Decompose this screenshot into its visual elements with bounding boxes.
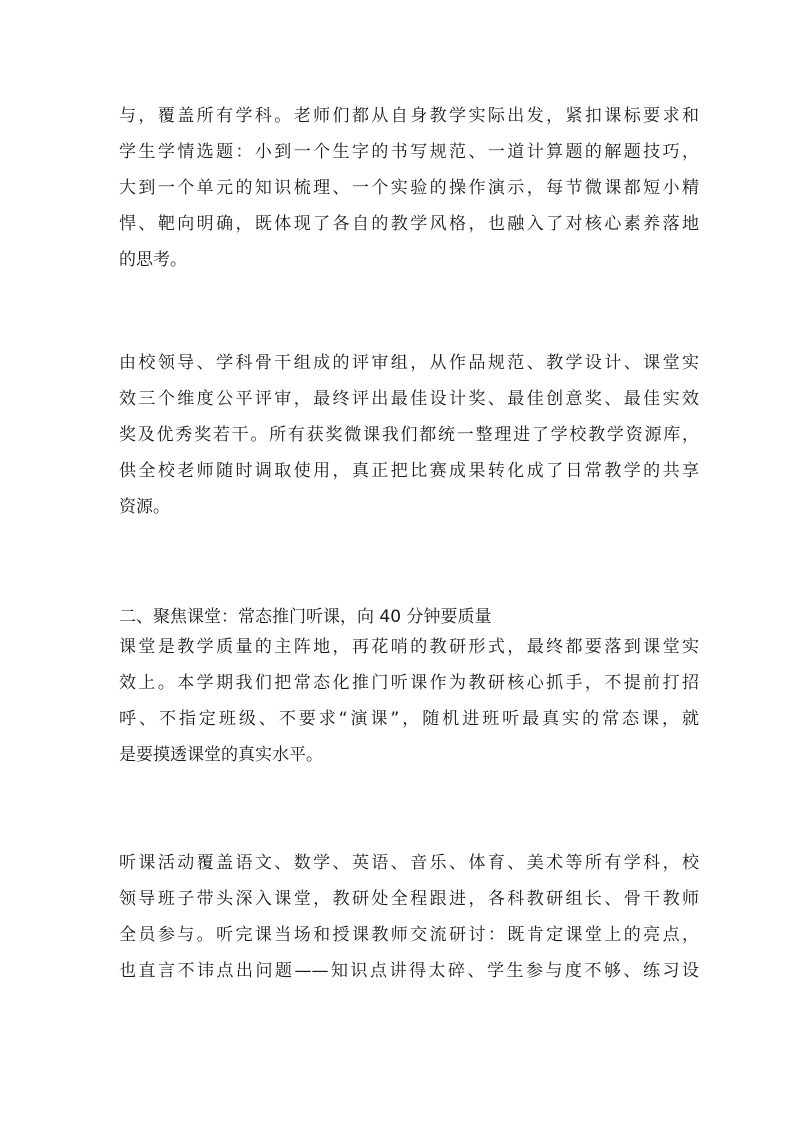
paragraph-classroom-observation xyxy=(119,629,699,773)
text-line: 的思考。 xyxy=(119,250,187,270)
text-line: 听课活动覆盖语文、数学、英语、音乐、体育、美术等所有学科，校 xyxy=(119,853,699,873)
text-line: 是要摸透课堂的真实水平。 xyxy=(119,745,323,765)
text-line: 资源。 xyxy=(119,497,170,517)
text-line: 效三个维度公平评审，最终评出最佳设计奖、最佳创意奖、最佳实效 xyxy=(119,389,699,409)
text-line: 课堂是教学质量的主阵地，再花哨的教研形式，最终都要落到课堂实 xyxy=(119,637,699,657)
text-line: 与，覆盖所有学科。老师们都从自身教学实际出发，紧扣课标要求和 xyxy=(119,106,699,126)
text-line: 大到一个单元的知识梳理、一个实验的操作演示，每节微课都短小精 xyxy=(119,178,699,198)
text-line: 奖及优秀奖若干。所有获奖微课我们都统一整理进了学校教学资源库， xyxy=(119,425,699,445)
section-heading: 二、聚焦课堂：常态推门听课，向 40 分钟要质量 xyxy=(119,607,492,627)
section-heading-classroom-focus-block xyxy=(119,602,699,632)
paragraph-micro-lesson-topics xyxy=(119,98,699,278)
paragraph-review-panel xyxy=(119,345,699,525)
text-line: 效上。本学期我们把常态化推门听课作为教研核心抓手，不提前打招 xyxy=(119,673,699,693)
text-line: 领导班子带头深入课堂，教研处全程跟进，各科教研组长、骨干教师 xyxy=(119,889,699,909)
text-line: 也直言不讳点出问题——知识点讲得太碎、学生参与度不够、练习设 xyxy=(119,961,699,981)
text-line: 呼、不指定班级、不要求“演课”，随机进班听最真实的常态课，就 xyxy=(119,709,699,729)
text-line: 学生学情选题：小到一个生字的书写规范、一道计算题的解题技巧， xyxy=(119,142,699,162)
text-line: 悍、靶向明确，既体现了各自的教学风格，也融入了对核心素养落地 xyxy=(119,214,699,234)
text-line: 由校领导、学科骨干组成的评审组，从作品规范、教学设计、课堂实 xyxy=(119,353,699,373)
text-line: 供全校老师随时调取使用，真正把比赛成果转化成了日常教学的共享 xyxy=(119,461,699,481)
paragraph-observation-coverage xyxy=(119,845,699,989)
text-line: 全员参与。听完课当场和授课教师交流研讨：既肯定课堂上的亮点， xyxy=(119,925,699,945)
